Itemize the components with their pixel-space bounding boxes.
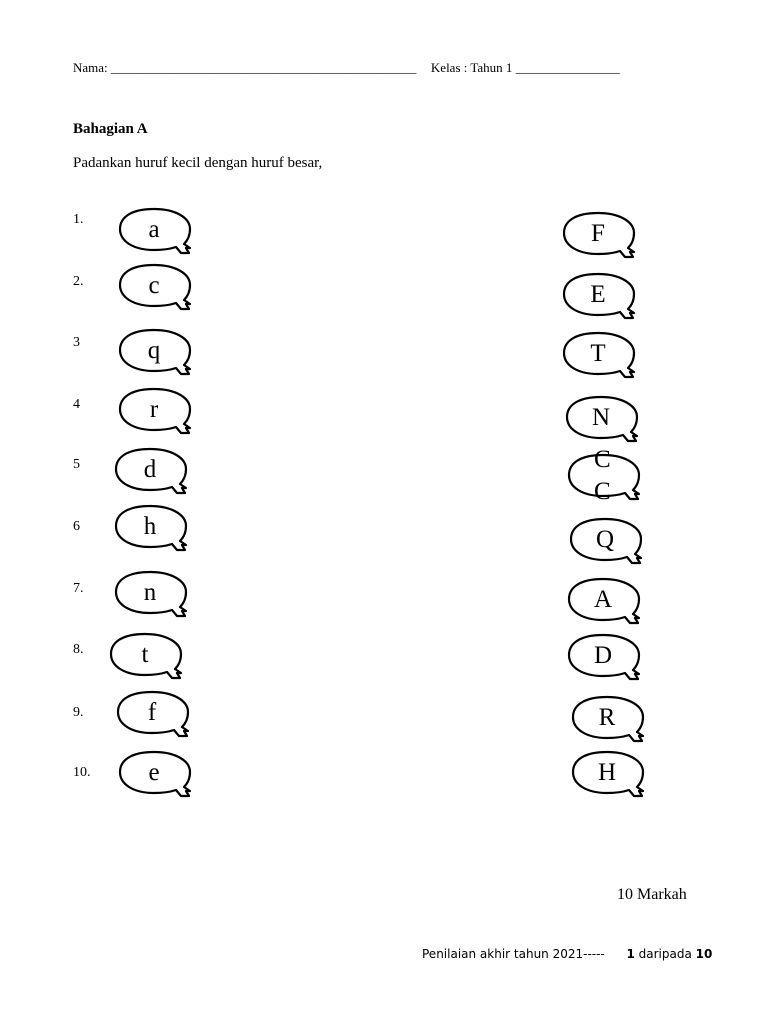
lowercase-letter: c [148,271,160,299]
class-label: Kelas : Tahun 1 [430,60,513,75]
lowercase-letter: h [143,512,157,540]
uppercase-bubble[interactable] [571,750,649,800]
page-of-label: daripada [638,947,692,961]
lowercase-letter: t [141,640,149,668]
uppercase-bubble[interactable] [562,272,640,322]
uppercase-letter: R [598,703,616,731]
item-number: 10. [73,765,91,780]
uppercase-letter: H [597,758,617,786]
instruction-text: Padankan huruf kecil dengan huruf besar, [73,155,323,171]
lowercase-bubble[interactable] [114,570,192,620]
lowercase-letter: f [147,698,157,726]
item-number: 7. [73,581,84,596]
exam-title: Penilaian akhir tahun 2021----- [422,947,605,961]
uppercase-letter: T [590,339,606,367]
lowercase-bubble[interactable] [116,690,194,740]
item-number: 5 [73,457,80,472]
page-number: 1 [626,947,635,961]
name-line[interactable]: _______________________________________________ [110,60,417,75]
uppercase-letter: A [593,585,613,613]
uppercase-letter: C [594,478,611,505]
lowercase-bubble[interactable] [118,263,196,313]
name-label: Nama: [73,60,108,75]
lowercase-bubble[interactable] [114,504,192,554]
uppercase-letter: N [591,403,611,431]
uppercase-bubble[interactable] [565,395,643,445]
uppercase-letter: C [594,446,611,473]
uppercase-bubble[interactable] [562,211,640,261]
lowercase-bubble[interactable] [114,447,192,497]
item-number: 6 [73,519,80,534]
lowercase-letter: q [147,336,161,364]
uppercase-letter: E [590,280,606,308]
lowercase-bubble[interactable] [118,750,196,800]
uppercase-letter: D [593,641,613,669]
lowercase-letter: e [148,758,160,786]
class-line[interactable]: ________________ [515,60,620,75]
uppercase-bubble[interactable] [567,633,645,683]
lowercase-bubble[interactable] [109,632,187,682]
item-number: 2. [73,274,84,289]
student-info-header [73,60,620,76]
item-number: 8. [73,642,84,657]
lowercase-letter: r [149,395,159,423]
uppercase-letter: Q [595,525,615,553]
uppercase-bubble[interactable] [569,517,647,567]
lowercase-bubble[interactable] [118,328,196,378]
total-marks: 10 Markah [617,886,687,903]
uppercase-bubble[interactable] [567,577,645,627]
lowercase-letter: d [143,455,157,483]
item-number: 9. [73,705,84,720]
uppercase-bubble[interactable] [562,331,640,381]
lowercase-bubble[interactable] [118,207,196,257]
lowercase-letter: n [143,578,157,606]
uppercase-letter: F [591,219,605,247]
lowercase-bubble[interactable] [118,387,196,437]
item-number: 3 [73,335,80,350]
page-footer [422,947,712,961]
lowercase-letter: a [148,215,160,243]
page-total: 10 [695,947,713,961]
item-number: 1. [73,212,84,227]
uppercase-bubble[interactable] [571,695,649,745]
section-title: Bahagian A [73,121,148,137]
item-number: 4 [73,397,80,412]
